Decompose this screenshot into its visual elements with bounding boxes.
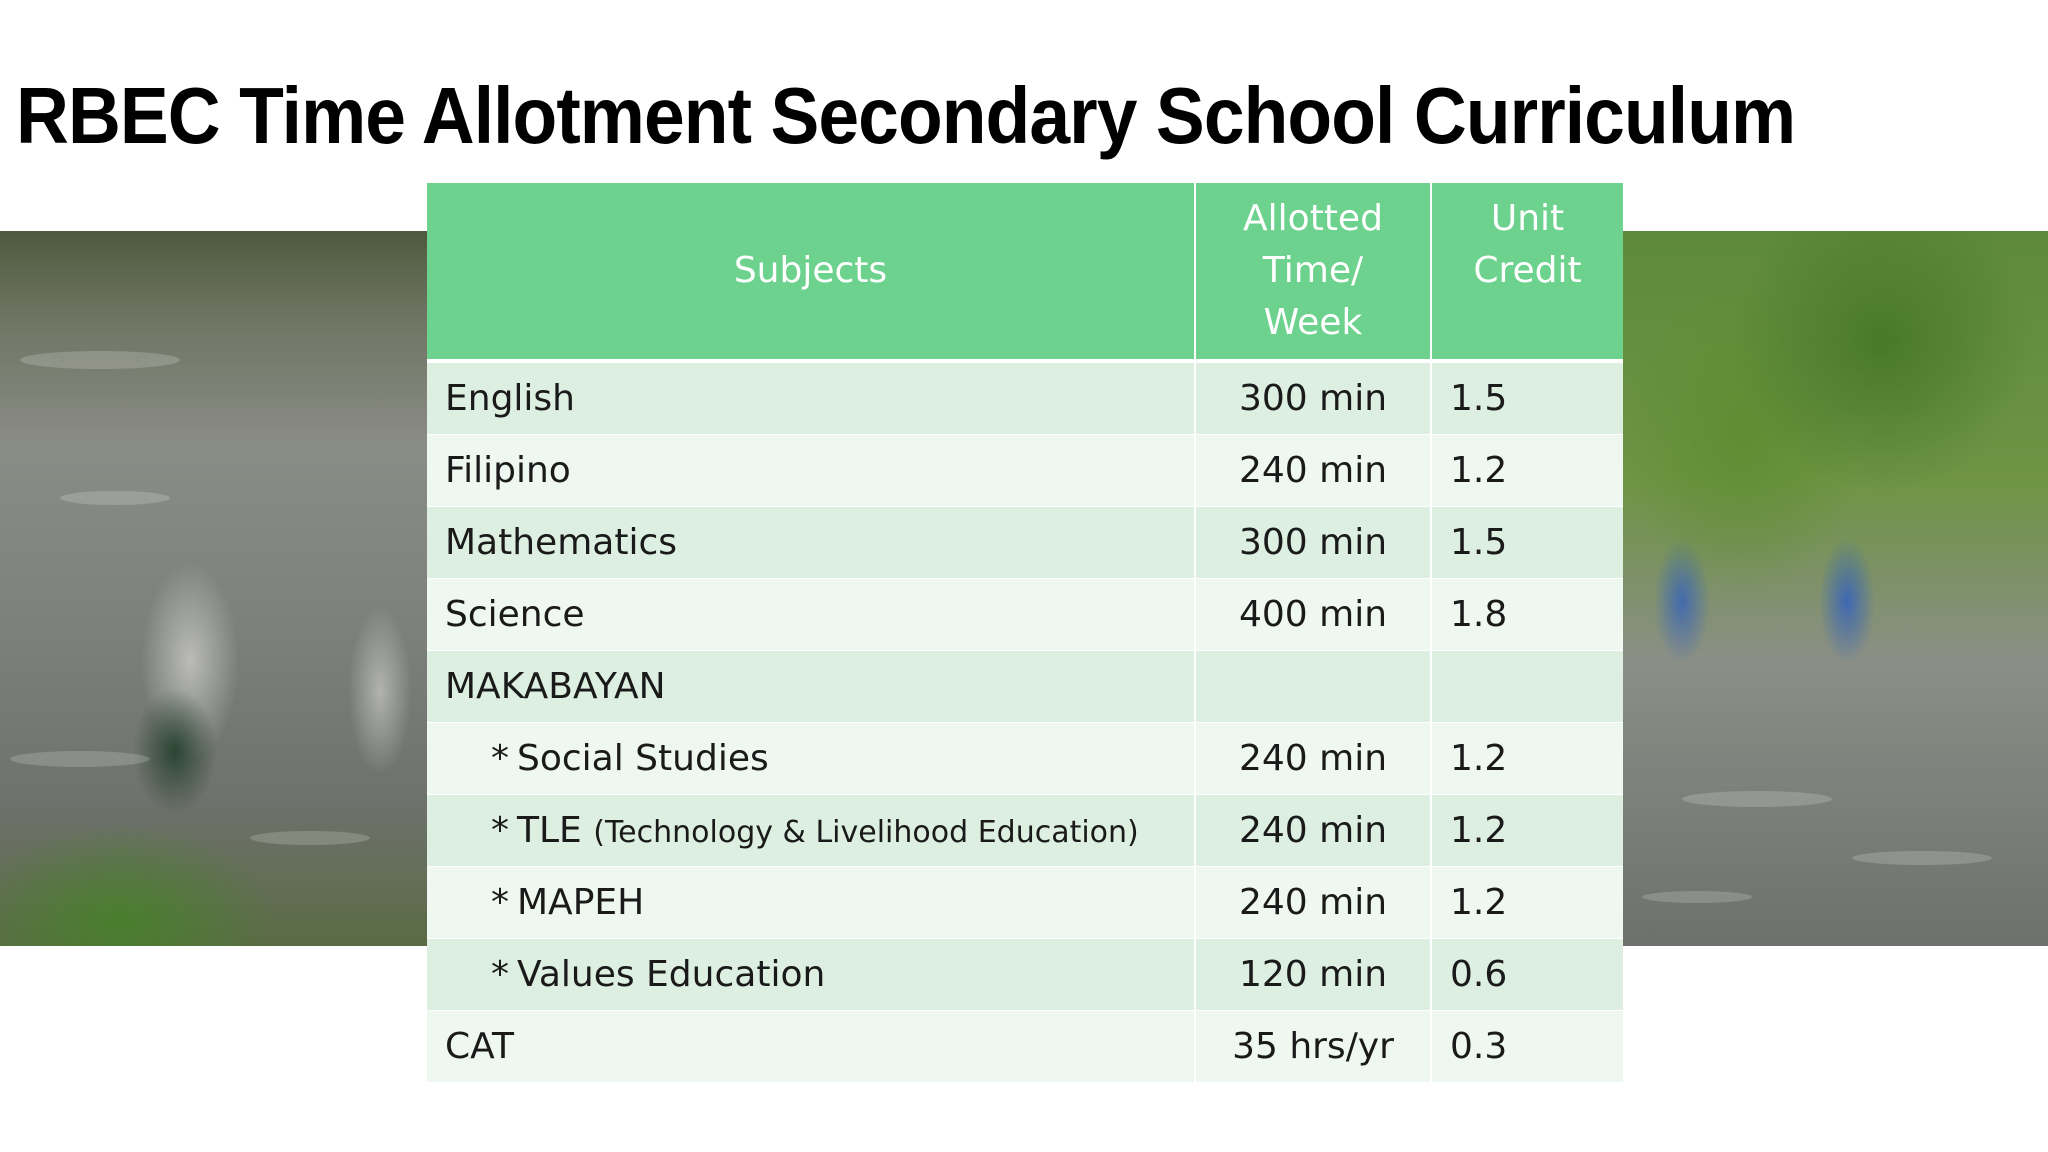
table-row: [427, 867, 1623, 939]
subject-group-name: MAKABAYAN: [445, 666, 666, 707]
subject-name: Mathematics: [445, 522, 677, 563]
time-cell: 240 min: [1195, 795, 1431, 867]
time-cell: 240 min: [1195, 435, 1431, 507]
photo-children-crossing-river-right: [1622, 231, 2048, 946]
photo-children-crossing-river-left: [0, 231, 428, 946]
time-cell: 300 min: [1195, 507, 1431, 579]
header-allotted-time: [1195, 183, 1431, 361]
subject-name: Values Education: [517, 954, 826, 995]
subject-name: TLE: [517, 810, 582, 851]
subject-cell: [427, 795, 1195, 867]
subject-cell: [427, 651, 1195, 723]
bullet-asterisk: *: [491, 738, 509, 779]
table-row: [427, 651, 1623, 723]
subject-name: Social Studies: [517, 738, 769, 779]
subject-name: English: [445, 378, 575, 419]
credit-cell: 1.2: [1431, 795, 1623, 867]
bullet-asterisk: *: [491, 882, 509, 923]
table-row: [427, 435, 1623, 507]
subject-cell: [427, 361, 1195, 435]
time-cell: 240 min: [1195, 867, 1431, 939]
subject-name: Filipino: [445, 450, 571, 491]
subject-cell: [427, 435, 1195, 507]
subject-cell: [427, 723, 1195, 795]
credit-cell: 0.6: [1431, 939, 1623, 1011]
header-time-line1: Allotted: [1243, 198, 1383, 239]
table-row: [427, 579, 1623, 651]
header-subjects: [427, 183, 1195, 361]
time-cell: 35 hrs/yr: [1195, 1011, 1431, 1083]
header-time-line2: Time/: [1262, 250, 1364, 291]
header-credit-line1: Unit: [1490, 198, 1565, 239]
credit-cell: 1.8: [1431, 579, 1623, 651]
table-header-row: [427, 183, 1623, 361]
subject-name: Science: [445, 594, 585, 635]
credit-cell: [1431, 651, 1623, 723]
subject-cell: [427, 867, 1195, 939]
subject-cell: [427, 507, 1195, 579]
header-credit-line2: Credit: [1473, 250, 1582, 291]
time-cell: [1195, 651, 1431, 723]
header-subjects-label: Subjects: [733, 250, 888, 291]
credit-cell: 1.2: [1431, 435, 1623, 507]
credit-cell: 1.5: [1431, 507, 1623, 579]
subject-note: (Technology & Livelihood Education): [593, 815, 1139, 850]
bullet-asterisk: *: [491, 810, 509, 851]
table-row: [427, 939, 1623, 1011]
credit-cell: 1.2: [1431, 723, 1623, 795]
credit-cell: 1.2: [1431, 867, 1623, 939]
time-allotment-table: [427, 183, 1623, 1083]
credit-cell: 0.3: [1431, 1011, 1623, 1083]
table-row: [427, 1011, 1623, 1083]
bullet-asterisk: *: [491, 954, 509, 995]
credit-cell: 1.5: [1431, 361, 1623, 435]
table-row: [427, 723, 1623, 795]
subject-cell: [427, 1011, 1195, 1083]
table-row: [427, 795, 1623, 867]
time-cell: 120 min: [1195, 939, 1431, 1011]
time-cell: 400 min: [1195, 579, 1431, 651]
header-time-line3: Week: [1263, 302, 1363, 343]
table-row: [427, 507, 1623, 579]
subject-cell: [427, 579, 1195, 651]
time-cell: 240 min: [1195, 723, 1431, 795]
slide-title: RBEC Time Allotment Secondary School Curriculum: [16, 71, 1796, 160]
table-row: [427, 361, 1623, 435]
time-cell: 300 min: [1195, 361, 1431, 435]
subject-name: MAPEH: [517, 882, 645, 923]
header-unit-credit: [1431, 183, 1623, 361]
subject-name: CAT: [445, 1026, 514, 1067]
subject-cell: [427, 939, 1195, 1011]
